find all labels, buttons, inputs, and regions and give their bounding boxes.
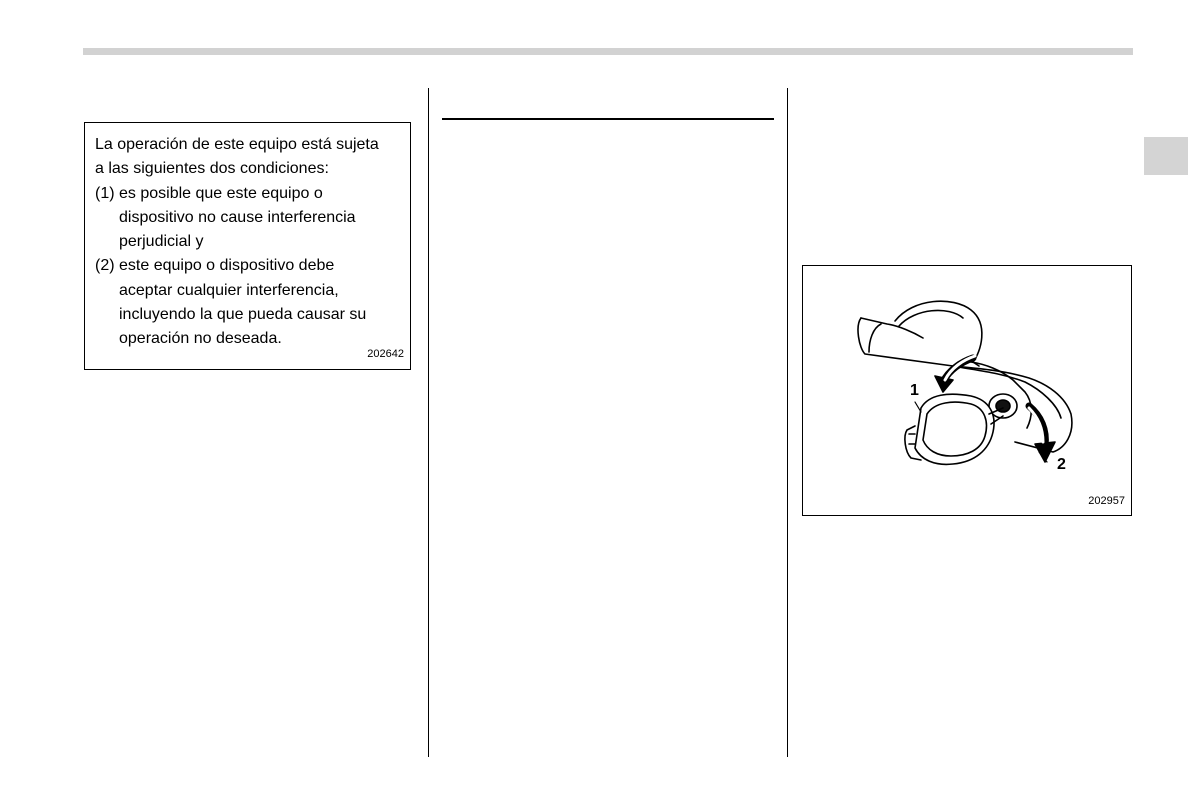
notice-line: (2) este equipo o dispositivo debe bbox=[95, 257, 335, 275]
notice-line: dispositivo no cause interferencia bbox=[119, 208, 356, 226]
notice-line: aceptar cualquier interferencia, bbox=[119, 281, 339, 299]
notice-line: incluyendo la que pueda causar su bbox=[119, 306, 367, 324]
notice-line: (1) es posible que este equipo o bbox=[95, 184, 323, 202]
figure-code: 202642 bbox=[367, 348, 404, 360]
header-bar bbox=[83, 48, 1133, 55]
notice-line: operación no deseada. bbox=[119, 330, 282, 348]
notice-line: perjudicial y bbox=[119, 233, 204, 251]
key-in-door-handle-illustration bbox=[803, 266, 1131, 515]
section-tab bbox=[1144, 137, 1188, 175]
key-door-lock-figure bbox=[802, 265, 1132, 516]
notice-line: La operación de este equipo está sujeta bbox=[95, 136, 379, 153]
column-divider-right bbox=[787, 88, 788, 757]
column-divider-left bbox=[428, 88, 429, 757]
callout-label: 2 bbox=[1057, 456, 1066, 473]
figure-code: 202957 bbox=[1088, 495, 1125, 507]
regulatory-notice-box bbox=[84, 122, 411, 370]
regulatory-notice-text bbox=[95, 133, 407, 352]
section-heading-rule bbox=[442, 118, 774, 120]
notice-line: a las siguientes dos condiciones: bbox=[95, 160, 329, 178]
callout-label: 1 bbox=[910, 382, 919, 399]
